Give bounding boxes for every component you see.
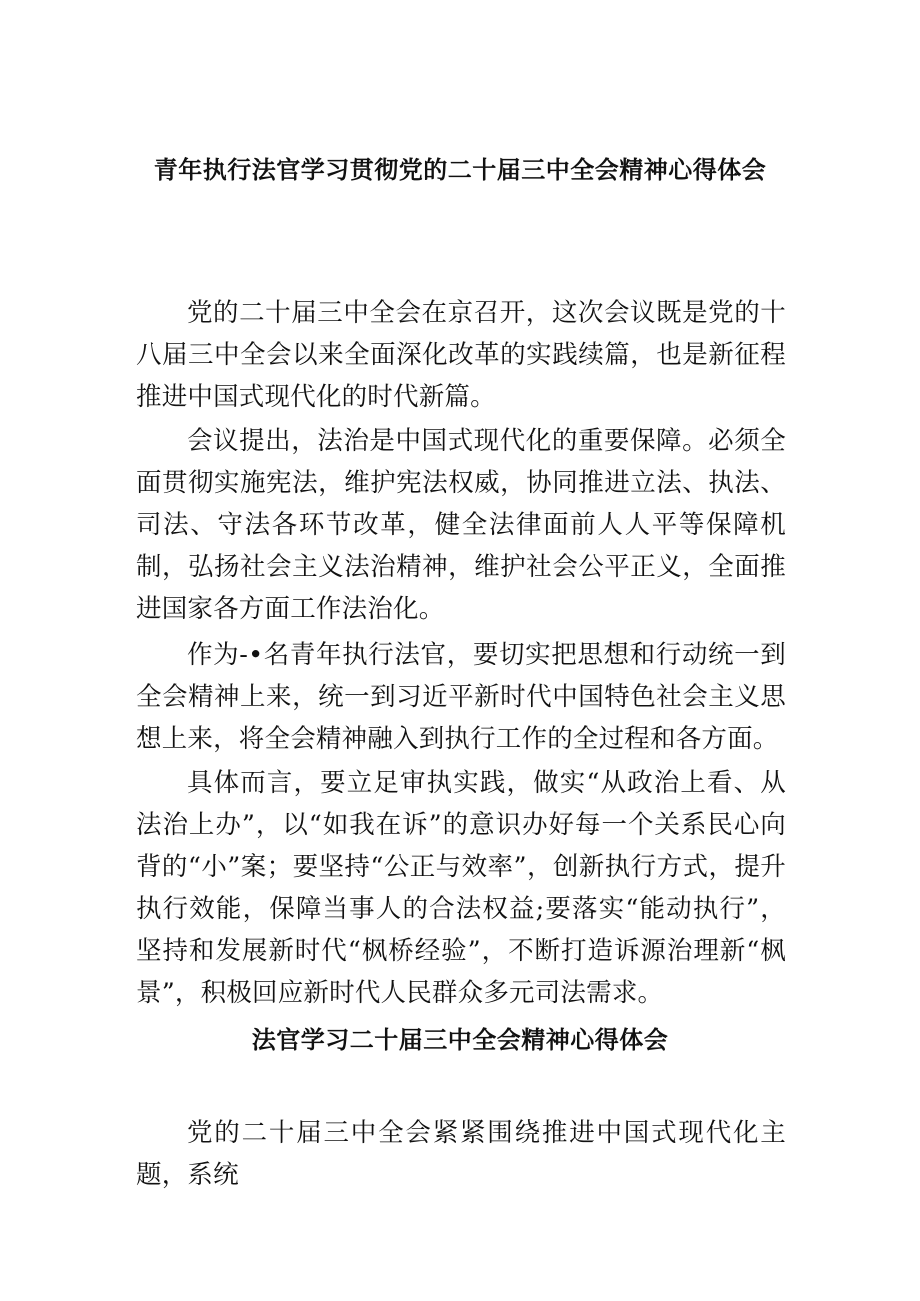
second-article-title: 法官学习二十届三中全会精神心得体会 — [251, 1026, 669, 1054]
paragraph-3: 作为-•名青年执行法官，要切实把思想和行动统一到全会精神上来，统一到习近平新时代中国特色社会主义思想上来，将全会精神融入到执行工作的全过程和各方面。 — [136, 640, 786, 754]
paragraph-1: 党的二十届三中全会在京召开，这次会议既是党的十八届三中全会以来全面深化改革的实践续篇，也是新征程推进中国式现代化的时代新篇。 — [136, 298, 786, 412]
paragraph-2: 会议提出，法治是中国式现代化的重要保障。必须全面贯彻实施宪法，维护宪法权威，协同推进立法、执法、司法、守法各环节改革，健全法律面前人人平等保障机制，弘扬社会主义法治精神，维护社会公平正义，全面推进国家各方面工作法治化。 — [136, 426, 786, 624]
paragraph-4: 具体而言，要立足审执实践，做实“从政治上看、从法治上办”，以“如我在诉”的意识办好每一个关系民心向背的“小”案；要坚持“公正与效率”，创新执行方式，提升执行效能，保障当事人的合法权益;要落实“能动执行”，坚持和发展新时代“枫桥经验”，不断打造诉源治理新“枫景”，积极回应新时代人民群众多元司法需求。 — [136, 768, 786, 1008]
document-title: 青年执行法官学习贯彻党的二十届三中全会精神心得体会 — [153, 156, 767, 184]
second-article-paragraph-1: 党的二十届三中全会紧紧围绕推进中国式现代化主题，系统 — [136, 1118, 786, 1190]
